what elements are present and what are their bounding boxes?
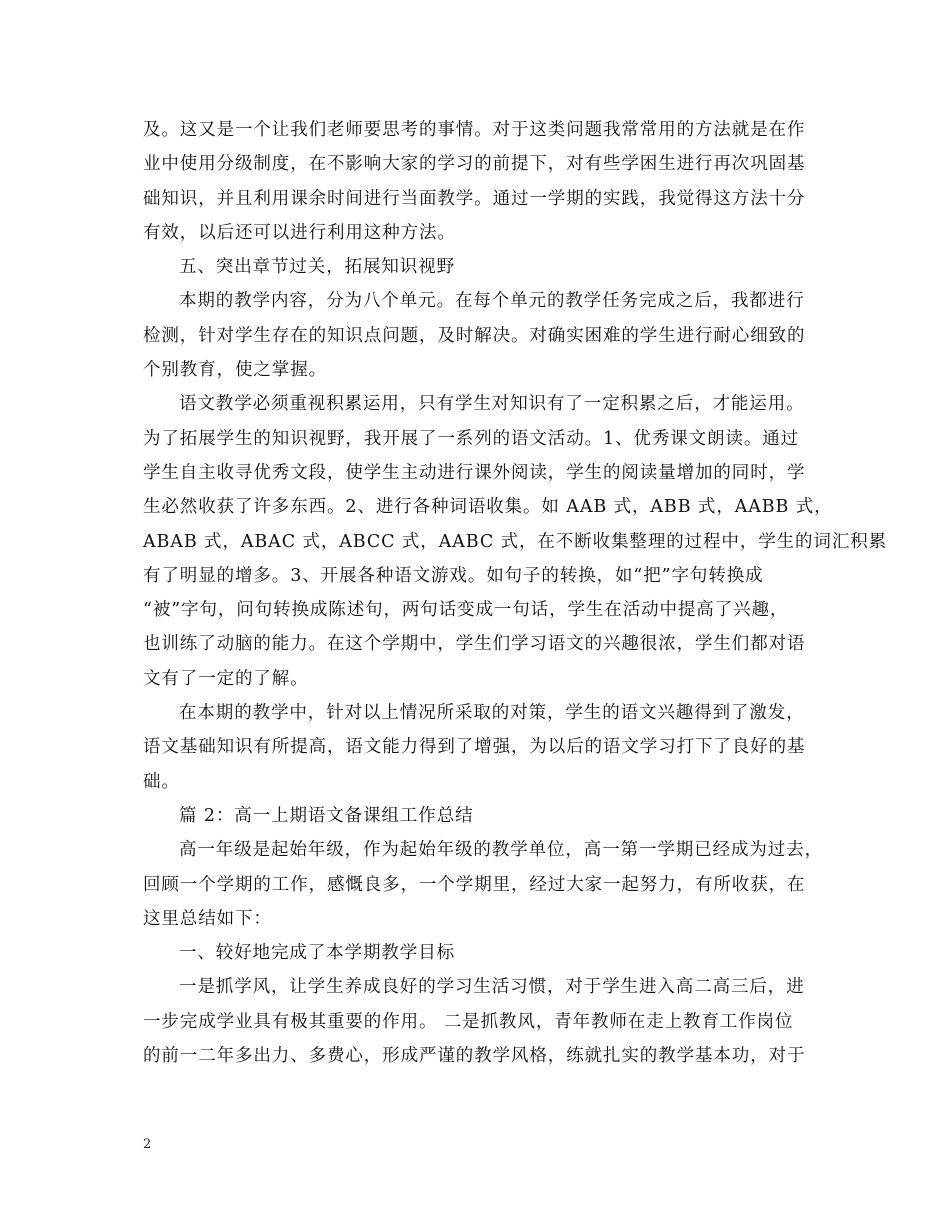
page-number: 2	[143, 1137, 152, 1152]
text-line: 一、较好地完成了本学期教学目标	[179, 943, 455, 964]
text-line: 有效，以后还可以进行利用这种方法。	[143, 222, 456, 243]
text-line: “被”字句，问句转换成陈述句，两句话变成一句话，学生在活动中提高了兴趣，	[143, 600, 789, 621]
text-line: 为了拓展学生的知识视野，我开展了一系列的语文活动。1、优秀课文朗读。通过	[143, 428, 800, 449]
text-line: 语文基础知识有所提高，语文能力得到了增强，为以后的语文学习打下了良好的基	[143, 737, 806, 758]
text-line: 的前一二年多出力、多费心，形成严谨的教学风格，练就扎实的教学基本功，对于	[143, 1046, 806, 1067]
text-line: 学生自主收寻优秀文段，使学生主动进行课外阅读，学生的阅读量增加的同时，学	[143, 462, 806, 483]
text-line: 高一年级是起始年级，作为起始年级的教学单位，高一第一学期已经成为过去，	[179, 840, 823, 861]
text-line: 在本期的教学中，针对以上情况所采取的对策，学生的语文兴趣得到了激发，	[179, 703, 805, 724]
text-line: 文有了一定的了解。	[143, 668, 309, 689]
text-line: 础。	[143, 771, 180, 792]
text-line: 生必然收获了许多东西。2、进行各种词语收集。如 AAB 式，ABB 式，AABB 式，	[143, 497, 833, 518]
text-line: 也训练了动脑的能力。在这个学期中，学生们学习语文的兴趣很浓，学生们都对语	[143, 634, 806, 655]
text-line: 检测，针对学生存在的知识点问题，及时解决。对确实困难的学生进行耐心细致的	[143, 325, 806, 346]
text-line: 回顾一个学期的工作，感慨良多，一个学期里，经过大家一起努力，有所收获，在	[143, 874, 806, 895]
text-line: 本期的教学内容，分为八个单元。在每个单元的教学任务完成之后，我都进行	[179, 291, 805, 312]
text-line: 有了明显的增多。3、开展各种语文游戏。如句子的转换，如“把”字句转换成	[143, 565, 764, 586]
body-text	[143, 113, 888, 1073]
text-line: 个别教育，使之掌握。	[143, 360, 327, 381]
text-line: 五、突出章节过关，拓展知识视野	[179, 257, 455, 278]
text-line: 业中使用分级制度，在不影响大家的学习的前提下，对有些学困生进行再次巩固基	[143, 154, 806, 175]
text-line: 及。这又是一个让我们老师要思考的事情。对于这类问题我常常用的方法就是在作	[143, 120, 806, 140]
text-line: 一步完成学业具有极其重要的作用。 二是抓教风，青年教师在走上教育工作岗位	[143, 1011, 794, 1032]
text-line: 这里总结如下：	[143, 908, 272, 929]
text-line: 篇 2：高一上期语文备课组工作总结	[179, 805, 474, 826]
text-line: 础知识，并且利用课余时间进行当面教学。通过一学期的实践，我觉得这方法十分	[143, 188, 806, 209]
text-line: ABAB 式，ABAC 式，ABCC 式，AABC 式，在不断收集整理的过程中，学生的词汇积累	[143, 531, 888, 552]
text-line: 语文教学必须重视积累运用，只有学生对知识有了一定积累之后，才能运用。	[179, 394, 805, 415]
text-line: 一是抓学风，让学生养成良好的学习生活习惯，对于学生进入高二高三后，进	[179, 977, 805, 998]
